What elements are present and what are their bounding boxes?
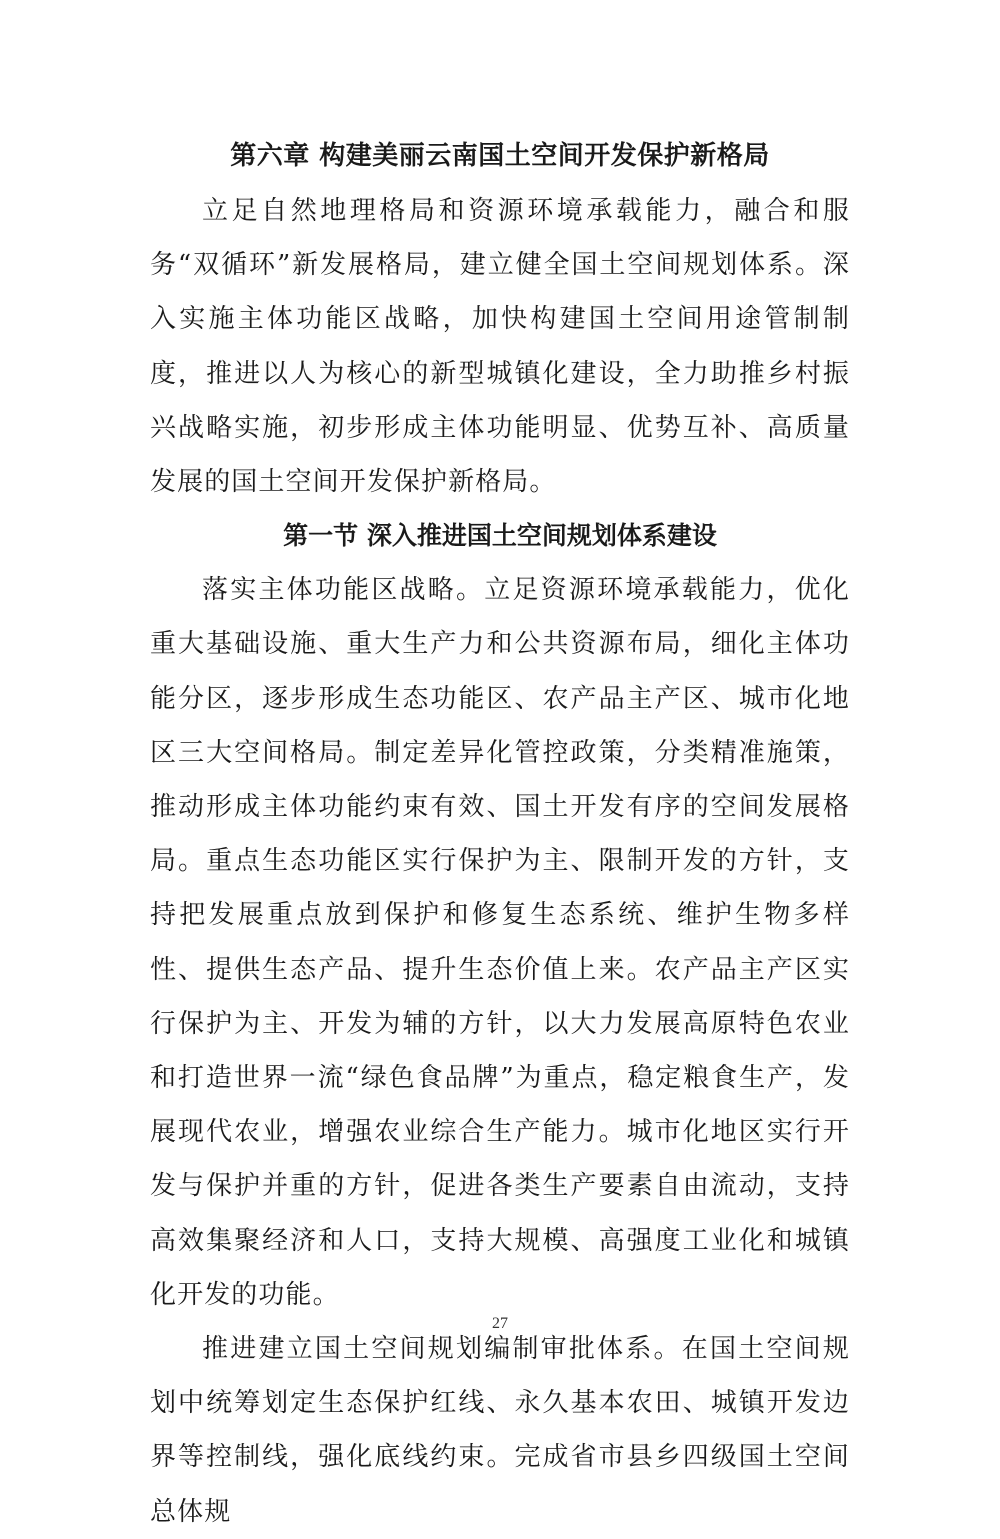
intro-paragraph: 立足自然地理格局和资源环境承载能力，融合和服务“双循环”新发展格局，建立健全国土空间规划体系。深入实施主体功能区战略，加快构建国土空间用途管制制度，推进以人为核心的新型城镇化建设，全力助推乡村振兴战略实施，初步形成主体功能明显、优势互补、高质量发展的国土空间开发保护新格局。 <box>150 196 850 498</box>
paragraph-planning-system: 推进建立国土空间规划编制审批体系。在国土空间规划中统筹划定生态保护红线、永久基本农田、城镇开发边界等控制线，强化底线约束。完成省市县乡四级国土空间总体规 <box>150 1334 850 1527</box>
section-title: 第一节 深入推进国土空间规划体系建设 <box>283 521 717 551</box>
paragraph-main-function-zones: 落实主体功能区战略。立足资源环境承载能力，优化重大基础设施、重大生产力和公共资源布局，细化主体功能分区，逐步形成生态功能区、农产品主产区、城市化地区三大空间格局。制定差异化管控政策，分类精准施策，推动形成主体功能约束有效、国土开发有序的空间发展格局。重点生态功能区实行保护为主、限制开发的方针，支持把发展重点放到保护和修复生态系统、维护生物多样性、提供生态产品、提升生态价值上来。农产品主产区实行保护为主、开发为辅的方针，以大力发展高原特色农业和打造世界一流“绿色食品牌”为重点，稳定粮食生产，发展现代农业，增强农业综合生产能力。城市化地区实行开发与保护并重的方针，促进各类生产要素自由流动，支持高效集聚经济和人口，支持大规模、高强度工业化和城镇化开发的功能。 <box>150 575 850 1310</box>
chapter-title: 第六章 构建美丽云南国土空间开发保护新格局 <box>230 141 770 171</box>
page-number: 27 <box>492 1315 508 1332</box>
